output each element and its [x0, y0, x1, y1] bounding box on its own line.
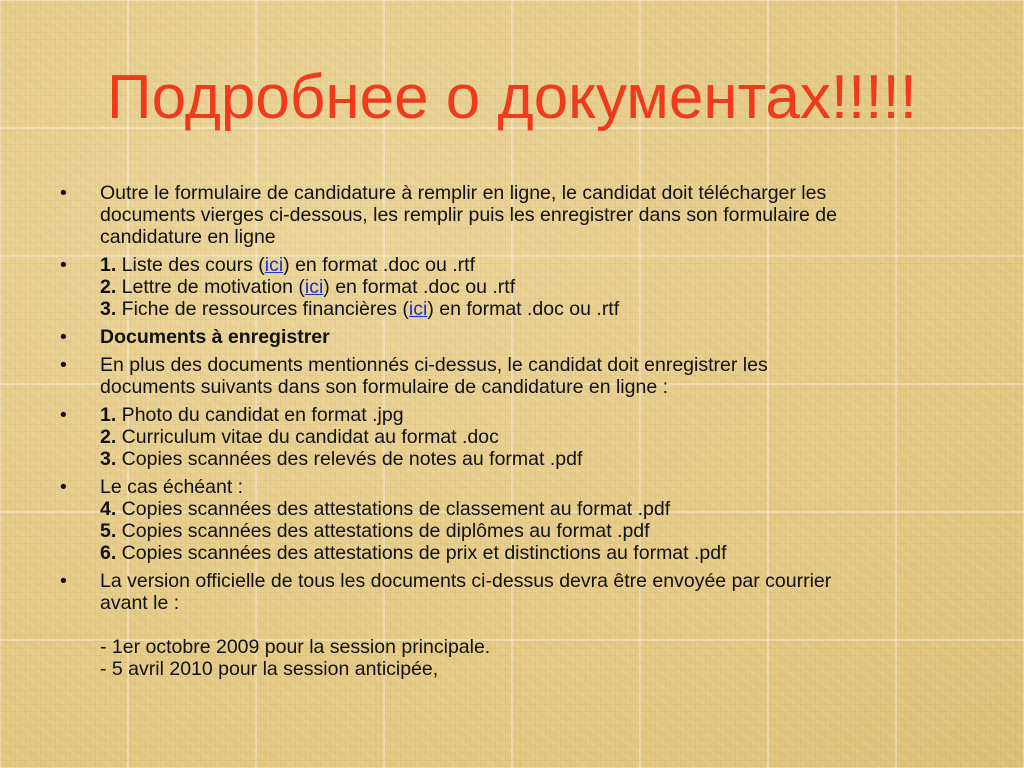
list-item-downloads	[60, 254, 980, 320]
text-line: avant le :	[100, 592, 180, 614]
bullet-icon: •	[60, 182, 67, 204]
text-line: documents vierges ci-dessous, les remplir puis les enregistrer dans son formulaire de	[100, 204, 837, 226]
page-title: Подробнее о документах!!!!!	[107, 63, 917, 132]
download-line-financial-form	[100, 298, 980, 320]
item-number: 2.	[100, 276, 117, 298]
bullet-icon: •	[60, 476, 67, 498]
item-text: ) en format .doc ou .rtf	[427, 298, 620, 320]
deadline-line: - 5 avril 2010 pour la session anticipée,	[100, 658, 439, 680]
bullet-icon: •	[60, 404, 67, 426]
download-line-course-list	[100, 254, 980, 276]
item-text: Lettre de motivation (	[116, 276, 305, 298]
item-number: 1.	[100, 254, 117, 276]
text-line: candidature en ligne	[100, 226, 276, 248]
text-line: Outre le formulaire de candidature à remplir en ligne, le candidat doit télécharger les	[100, 182, 827, 204]
numbered-line	[100, 542, 980, 564]
bullet-icon: •	[60, 570, 67, 592]
bullet-icon: •	[60, 326, 67, 348]
text-line: En plus des documents mentionnés ci-dessus, le candidat doit enregistrer les	[100, 354, 768, 376]
item-text: Copies scannées des relevés de notes au format .pdf	[116, 448, 583, 470]
item-text: ) en format .doc ou .rtf	[323, 276, 516, 298]
financial-form-link[interactable]: ici	[408, 298, 428, 320]
item-number: 3.	[100, 298, 117, 320]
item-number: 5.	[100, 520, 117, 542]
list-item-heading	[60, 326, 980, 348]
text-line: Le cas échéant :	[100, 476, 244, 498]
deadline-line: - 1er octobre 2009 pour la session principale.	[100, 636, 491, 658]
numbered-line	[100, 448, 980, 470]
item-number: 4.	[100, 498, 117, 520]
list-item-additional	[60, 354, 980, 398]
item-text: ) en format .doc ou .rtf	[283, 254, 476, 276]
bullet-list	[60, 182, 980, 686]
item-text: Copies scannées des attestations de prix et distinctions au format .pdf	[116, 542, 727, 564]
item-number: 1.	[100, 404, 117, 426]
course-list-link[interactable]: ici	[264, 254, 284, 276]
item-text: Curriculum vitae du candidat au format .doc	[116, 426, 499, 448]
bullet-icon: •	[60, 254, 67, 276]
item-text: Copies scannées des attestations de diplômes au format .pdf	[116, 520, 650, 542]
text-line: La version officielle de tous les documents ci-dessus devra être envoyée par courrier	[100, 570, 832, 592]
item-text: Fiche de ressources financières (	[116, 298, 409, 320]
list-item-intro	[60, 182, 980, 248]
download-line-motivation-letter	[100, 276, 980, 298]
item-number: 2.	[100, 426, 117, 448]
numbered-line	[100, 520, 980, 542]
motivation-letter-link[interactable]: ici	[304, 276, 324, 298]
item-number: 6.	[100, 542, 117, 564]
numbered-line	[100, 498, 980, 520]
text-line: documents suivants dans son formulaire de candidature en ligne :	[100, 376, 669, 398]
item-text: Liste des cours (	[116, 254, 265, 276]
item-number: 3.	[100, 448, 117, 470]
list-item-required-uploads	[60, 404, 980, 470]
item-text: Photo du candidat en format .jpg	[116, 404, 404, 426]
list-item-optional-uploads	[60, 476, 980, 564]
list-item-deadlines	[60, 570, 980, 680]
bullet-icon: •	[60, 354, 67, 376]
section-heading: Documents à enregistrer	[100, 326, 330, 348]
numbered-line	[100, 426, 980, 448]
item-text: Copies scannées des attestations de classement au format .pdf	[116, 498, 671, 520]
blank-line	[100, 614, 980, 636]
numbered-line	[100, 404, 980, 426]
